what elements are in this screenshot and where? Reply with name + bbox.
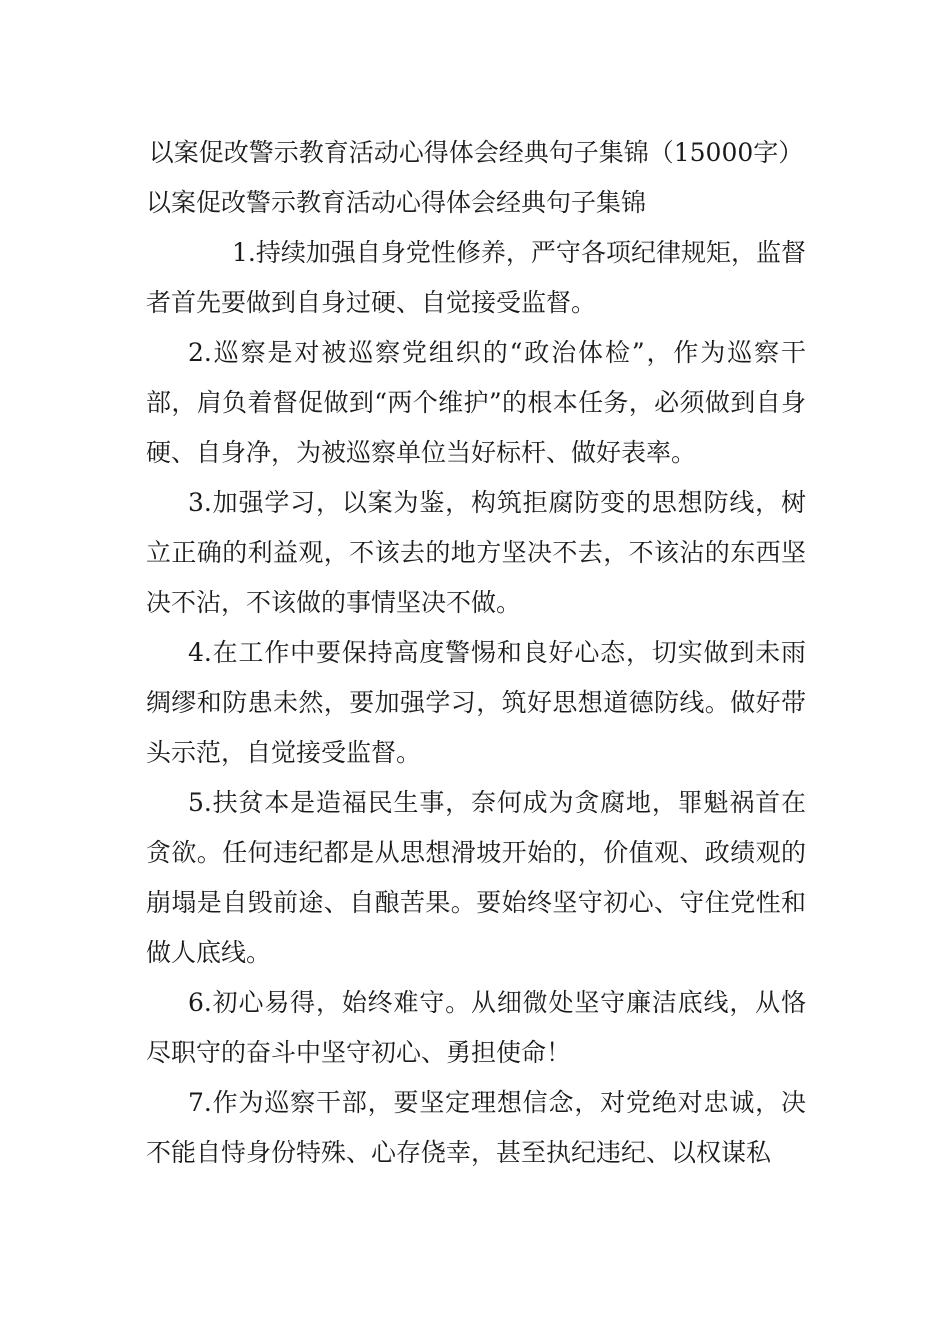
- paragraph-5: 5.扶贫本是造福民生事，奈何成为贪腐地，罪魁祸首在贪欲。任何违纪都是从思想滑坡开始的，价值观、政绩观的崩塌是自毁前途、自酿苦果。要始终坚守初心、守住党性和做人底线。: [146, 788, 806, 967]
- paragraph-4: 4.在工作中要保持高度警惕和良好心态，切实做到未雨绸缪和防患未然，要加强学习，筑好思想道德防线。做好带头示范，自觉接受监督。: [146, 638, 806, 767]
- document-page: [146, 128, 806, 1178]
- document-title: 以案促改警示教育活动心得体会经典句子集锦（15000字）: [148, 138, 804, 167]
- paragraph-3: 3.加强学习，以案为鉴，构筑拒腐防变的思想防线，树立正确的利益观，不该去的地方坚决不去，不该沾的东西坚决不沾，不该做的事情坚决不做。: [146, 488, 806, 617]
- paragraph-1: 1.持续加强自身党性修养，严守各项纪律规矩，监督者首先要做到自身过硬、自觉接受监督。: [146, 238, 806, 317]
- paragraph-6: 6.初心易得，始终难守。从细微处坚守廉洁底线，从恪尽职守的奋斗中坚守初心、勇担使命！: [146, 988, 806, 1067]
- paragraph-7: 7.作为巡察干部，要坚定理想信念，对党绝对忠诚，决不能自恃身份特殊、心存侥幸，甚至执纪违纪、以权谋私: [146, 1088, 806, 1167]
- paragraph-2: 2.巡察是对被巡察党组织的“政治体检”，作为巡察干部，肩负着督促做到“两个维护”的根本任务，必须做到自身硬、自身净，为被巡察单位当好标杆、做好表率。: [146, 338, 806, 467]
- document-subtitle: 以案促改警示教育活动心得体会经典句子集锦: [146, 188, 647, 217]
